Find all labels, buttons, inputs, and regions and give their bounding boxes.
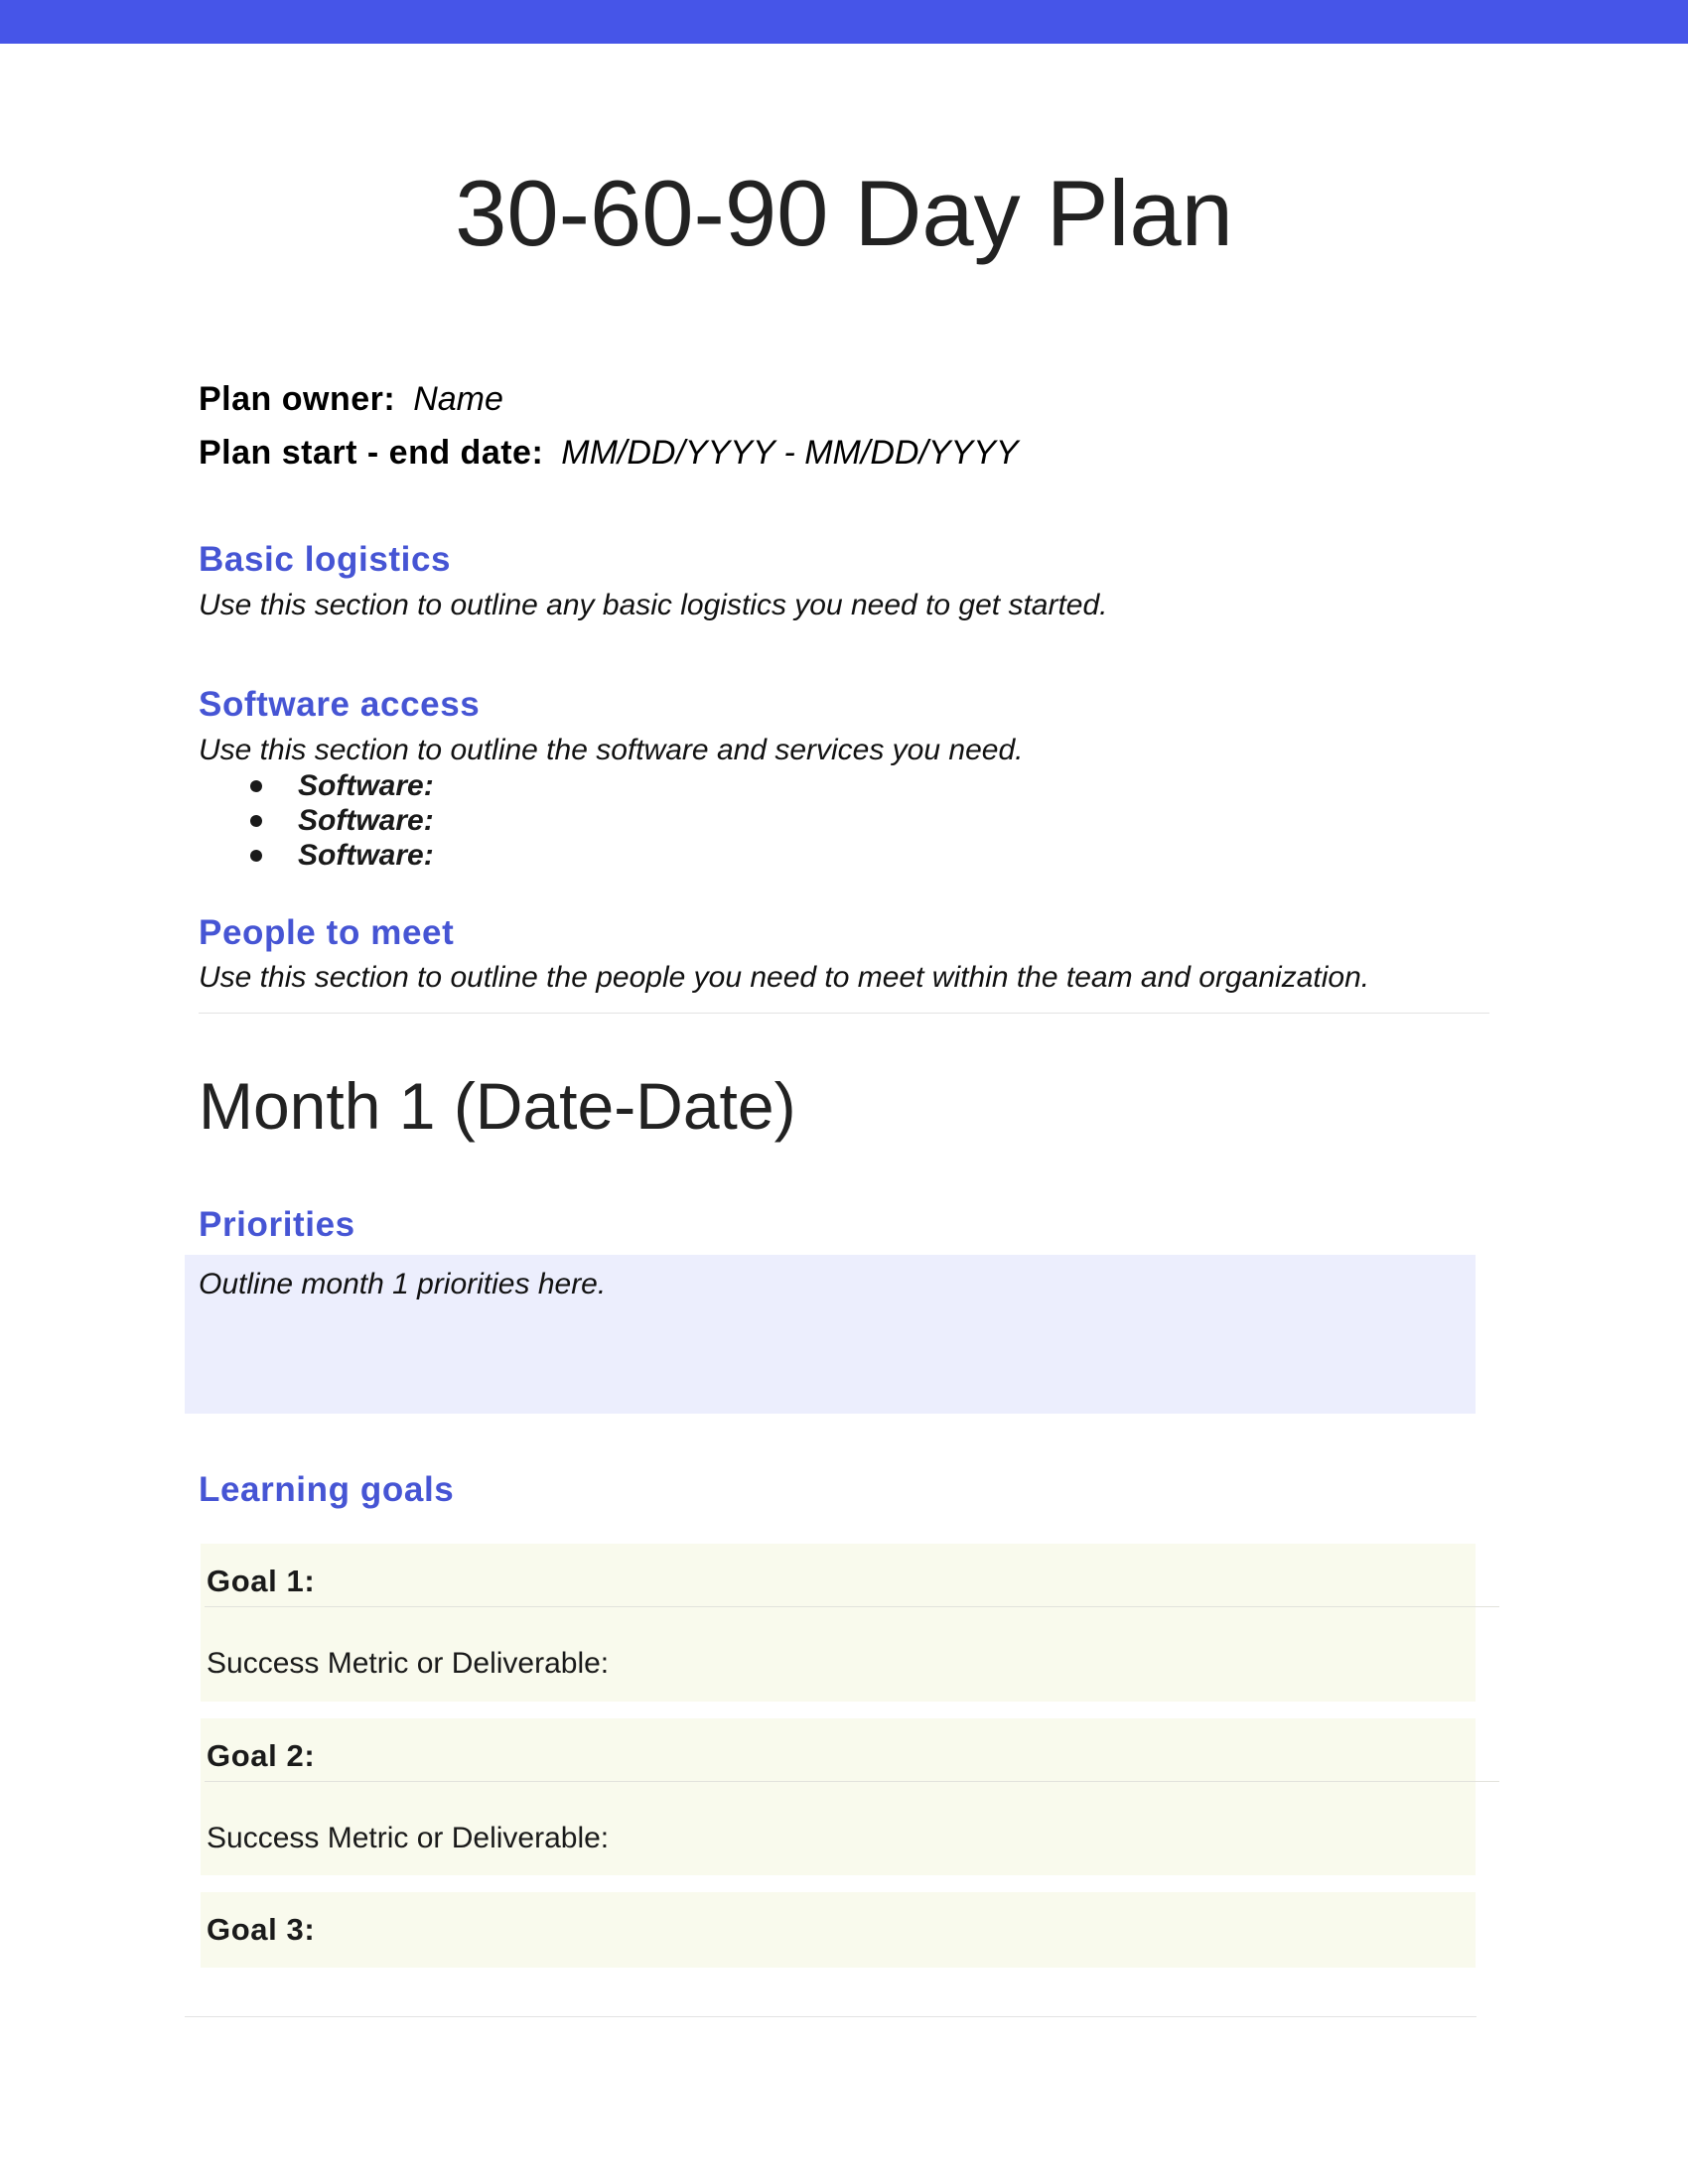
software-item-label: Software: bbox=[298, 769, 434, 802]
basic-logistics-description[interactable]: Use this section to outline any basic logistics you need to get started. bbox=[199, 589, 1108, 621]
goal-3-box[interactable] bbox=[201, 1892, 1476, 1968]
goal-divider bbox=[205, 1781, 1499, 1782]
software-access-description[interactable]: Use this section to outline the software and services you need. bbox=[199, 734, 1024, 766]
goal-metric-label: Success Metric or Deliverable: bbox=[207, 1647, 610, 1680]
people-to-meet-heading: People to meet bbox=[199, 913, 455, 952]
list-item[interactable] bbox=[248, 803, 434, 838]
section-divider bbox=[199, 1013, 1489, 1014]
month-1-title: Month 1 (Date-Date) bbox=[199, 1069, 796, 1143]
goal-title: Goal 1: bbox=[207, 1564, 316, 1598]
priorities-box[interactable] bbox=[185, 1255, 1476, 1414]
goal-metric-label: Success Metric or Deliverable: bbox=[207, 1822, 610, 1854]
bullet-icon bbox=[250, 815, 262, 827]
top-accent-bar bbox=[0, 0, 1688, 44]
plan-owner-label: Plan owner: bbox=[199, 380, 396, 418]
plan-owner-value[interactable]: Name bbox=[413, 380, 503, 418]
priorities-placeholder: Outline month 1 priorities here. bbox=[199, 1268, 607, 1300]
goal-divider bbox=[205, 1606, 1499, 1607]
plan-dates-label: Plan start - end date: bbox=[199, 434, 544, 472]
software-item-label: Software: bbox=[298, 839, 434, 872]
list-item[interactable] bbox=[248, 768, 434, 803]
people-to-meet-description[interactable]: Use this section to outline the people you need to meet within the team and organization. bbox=[199, 961, 1370, 994]
bullet-icon bbox=[250, 780, 262, 792]
section-divider bbox=[185, 2016, 1477, 2017]
basic-logistics-heading: Basic logistics bbox=[199, 540, 452, 579]
goal-title: Goal 2: bbox=[207, 1738, 316, 1773]
bullet-icon bbox=[250, 850, 262, 862]
plan-owner-line bbox=[199, 379, 503, 419]
list-item[interactable] bbox=[248, 838, 434, 873]
document-title: 30-60-90 Day Plan bbox=[455, 161, 1233, 265]
priorities-heading: Priorities bbox=[199, 1205, 355, 1244]
plan-dates-value[interactable]: MM/DD/YYYY - MM/DD/YYYY bbox=[561, 434, 1019, 472]
plan-dates-line bbox=[199, 433, 1019, 473]
goal-2-box[interactable] bbox=[201, 1718, 1476, 1875]
software-list bbox=[248, 768, 434, 873]
goal-title: Goal 3: bbox=[207, 1912, 316, 1947]
learning-goals-heading: Learning goals bbox=[199, 1470, 455, 1509]
software-item-label: Software: bbox=[298, 804, 434, 837]
goal-1-box[interactable] bbox=[201, 1544, 1476, 1702]
software-access-heading: Software access bbox=[199, 685, 481, 724]
